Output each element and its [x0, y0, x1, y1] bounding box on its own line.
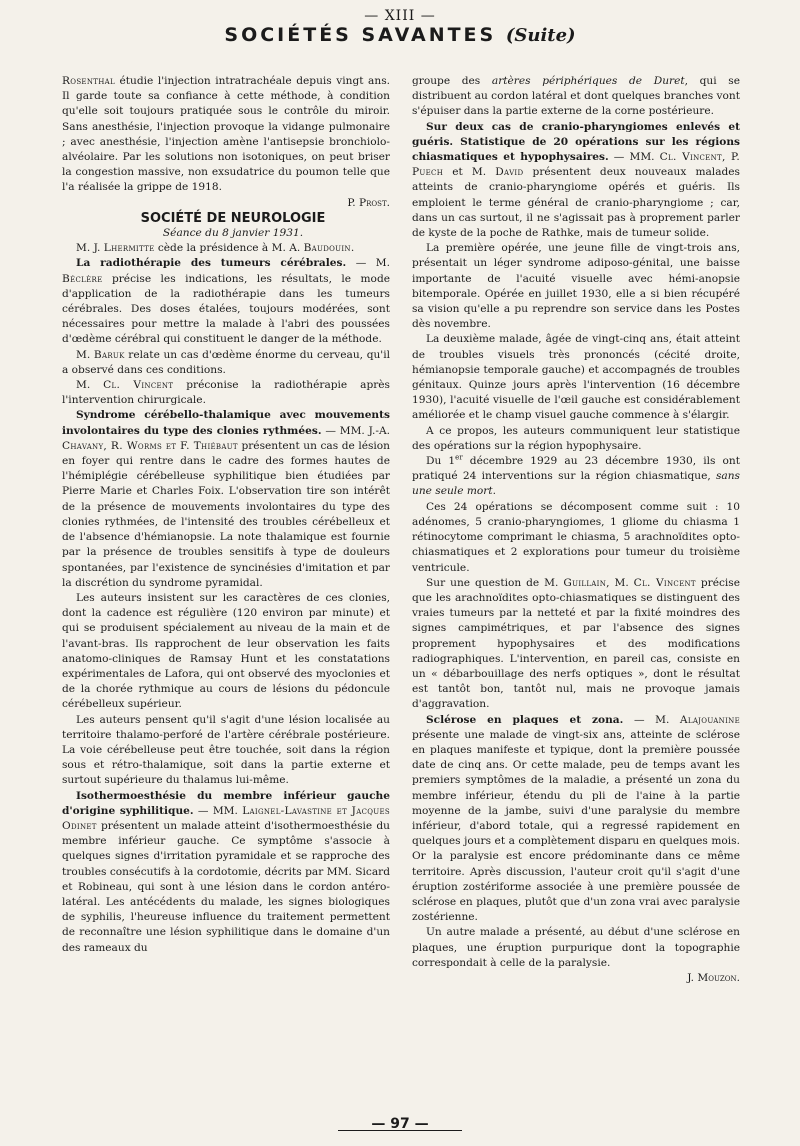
paragraph-text: , qui se distribuent au cordon latéral et dont quelques branches vont s'épuiser dans la partie externe de la corne postérieure. — [412, 75, 740, 118]
text-fragment: — MM. — [193, 804, 243, 817]
text-fragment: cède la présidence à M. A. — [154, 242, 304, 255]
communication-title: La radiothérapie des tumeurs cérébrales. — [76, 257, 347, 270]
communication-title: Sclérose en plaques et zona. — [426, 713, 624, 726]
text-fragment: M. J. — [76, 242, 104, 255]
paragraph-baruk — [62, 348, 390, 378]
running-title-suffix: (Suite) — [505, 25, 576, 46]
author-name: Guillain — [563, 576, 607, 589]
author-name: Rosenthal — [62, 75, 115, 87]
paragraph-sclerose — [412, 713, 740, 926]
paragraph-text: relate un cas d'œdème énorme du cerveau, qu'il a observé dans ces conditions. — [62, 348, 390, 376]
text-fragment: groupe des — [412, 75, 492, 87]
paragraph-text: présentent un malade atteint d'isothermoesthésie du membre inférieur gauche. Ce symptôme s'associe à quelques signes d'irritation pyramidale et se rapproche des troubles consécutifs à la cordotomie, décrits par MM. Sicard et Robineau, qui sont à une lésion dans le cordon antéro-latéral. Les antécédents du malade, les signes biologiques de syphilis, l'heureuse influence du traitement permettent de reconnaître une lésion syphilitique dans le domaine d'un des rameaux du — [62, 819, 390, 954]
paragraph-vincent — [62, 378, 390, 408]
paragraph-text: précise que les arachnoïdites opto-chiasmatiques se distinguent des vraies tumeurs par la netteté et par la fixité moindres des signes campimétriques, et par l'absence des signes proprement hypophysaires et des modifications radiographiques. L'intervention, en pareil cas, consiste en un « débarbouillage des nerfs optiques », dont le résultat est tantôt bon, tantôt nul, mais ne provoque jamais d'aggravation. — [412, 576, 740, 711]
text-fragment: , M. — [606, 576, 634, 589]
text-fragment: M. — [76, 348, 94, 361]
text-fragment: . — [350, 242, 355, 255]
page-number: — 97 — — [330, 1116, 470, 1132]
author-name: Alajouanine — [679, 713, 740, 726]
author-name: Baruk — [93, 348, 125, 361]
paragraph-clonies: Les auteurs insistent sur les caractères de ces clonies, dont la cadence est régulière (120 environ par minute) et qui se produisent spécialement au niveau de la main et de l'avant-bras. Ils rapprochent de leur observation les faits anatomo-cliniques de Ramsay Hunt et les constatations expérimentales de Lafora, qui ont observé des myoclonies et de la chorée rythmique au cours de lésions du pédoncule cérébelleux supérieur. — [62, 591, 390, 711]
left-column — [62, 74, 390, 956]
author-name: Laignel-Lavastine et Jacques Odinet — [62, 804, 390, 832]
superscript: er — [455, 453, 463, 462]
paragraph-deuxieme-malade: La deuxième malade, âgée de vingt-cinq ans, était atteint de troubles visuels très prononcés (cécité droite, hémianopsie temporale gauche) et accompagnés de troubles génitaux. Quinze jours après l'intervention (16 décembre 1930), l'acuité visuelle de l'œil gauche est considérablement améliorée et le champ visuel gauche commence à s'élargir. — [412, 333, 740, 422]
signature-prost: P. Prost. — [347, 196, 390, 209]
author-name: Cl. Vincent — [103, 379, 174, 392]
paragraph-autre-malade: Un autre malade a présenté, au début d'une sclérose en plaques, une éruption purpurique dont la topographie correspondait à celle de la paralysie. — [412, 926, 740, 969]
paragraph-presidence — [62, 241, 390, 256]
author-name: Baudouin — [303, 242, 351, 255]
text-fragment: — MM. — [608, 151, 660, 164]
paragraph-cranio — [412, 120, 740, 242]
text-fragment: — M. — [623, 713, 680, 726]
text-fragment: . — [492, 485, 496, 498]
paragraph-lesion: Les auteurs pensent qu'il s'agit d'une lésion localisée au territoire thalamo-perforé de l'artère cérébrale postérieure. La voie cérébelleuse peut être touchée, soit dans la région sous et rétro-thalamique, soit dans la partie externe et surtout supérieure du thalamus lui-même. — [62, 713, 390, 787]
paragraph-premiere-operee: La première opérée, une jeune fille de vingt-trois ans, présentait un léger syndrome adiposo-génital, une baisse importante de l'acuité visuelle avec hémi-anopsie bitemporale. Opérée en juillet 1930, elle a si bien récupéré sa vision qu'elle a pu reprendre son service dans les Postes dès novembre. — [412, 242, 740, 331]
author-name: Cl. Vincent — [633, 576, 696, 589]
roman-page-number: — XIII — — [364, 8, 436, 24]
text-fragment: M. — [76, 379, 104, 392]
paragraph-text: précise les indications, les résultats, le mode d'application de la radiothérapie dans les tumeurs cérébrales. Des doses étalées, toujours modérées, sont nécessaires pour mettre la malade à l'abri des poussées d'œdème cérébral qui constituent le danger de la méthode. — [62, 272, 390, 346]
italic-phrase: artères périphériques de Duret — [491, 75, 685, 87]
author-name: Chavany, R. Worms et F. Thiébaut — [62, 439, 238, 452]
running-title — [0, 24, 800, 46]
paragraph-statistique: A ce propos, les auteurs communiquent leur statistique des opérations sur la région hypophysaire. — [412, 424, 740, 452]
author-name: Béclère — [62, 272, 103, 285]
section-date: Séance du 8 janvier 1931. — [162, 227, 304, 240]
paragraph-text: préconise la radiothérapie après l'intervention chirurgicale. — [62, 379, 390, 407]
author-name: David — [495, 166, 524, 179]
right-column — [412, 74, 740, 986]
paragraph-text: présentent un cas de lésion en foyer qui rentre dans le cadre des formes hautes de l'hémiplégie cérébelleuse syphilitique bien étudiées par Pierre Marie et Charles Foix. L'observation tire son intérêt de la présence de mouvements involontaires du type des clonies rythmées, de l'intensité des troubles cérébelleux et de l'absence d'hémianopsie. La note thalamique est fournie par la présence de troubles sensitifs à type de douleurs spontanées, par l'existence de syncinésies d'imitation et par la discrétion du syndrome pyramidal. — [62, 439, 390, 589]
text-fragment: Du 1 — [426, 455, 456, 468]
paragraph-rosenthal — [62, 74, 390, 196]
author-name: Cl. Vincent, P. Puech — [412, 151, 740, 179]
running-title-text: SOCIÉTÉS SAVANTES — [224, 24, 497, 46]
paragraph-continuation — [412, 74, 740, 120]
paragraph-syndrome — [62, 408, 390, 590]
paragraph-arachnoidites — [412, 576, 740, 713]
text-fragment: décembre 1929 au 23 décembre 1930, ils ont pratiqué 24 interventions sur la région chiasmatique, — [412, 455, 740, 483]
italic-phrase: sans une seule mort — [412, 470, 740, 498]
paragraph-isothermoesthesie — [62, 789, 390, 956]
communication-title: Syndrome cérébello-thalamique avec mouvements involontaires du type des clonies rythmées. — [62, 409, 390, 437]
paragraph-text: présentent deux nouveaux malades atteints de cranio-pharyngiome opérés et guéris. Ils emploient le terme général de cranio-pharyngiome ; car, dans un cas surtout, il ne s'agissait pas à proprement parler de kyste de la poche de Rathke, mais de tumeur solide. — [412, 166, 740, 240]
paragraph-radiotherapie — [62, 256, 390, 347]
section-title: SOCIÉTÉ DE NEUROLOGIE — [140, 210, 326, 226]
text-fragment: — M. — [346, 257, 390, 270]
text-fragment: — MM. J.-A. — [321, 424, 391, 437]
paragraph-interventions — [412, 454, 740, 500]
text-fragment: et M. — [443, 166, 496, 179]
communication-title: Sur deux cas de cranio-pharyngiomes enlevés et guéris. Statistique de 20 opérations sur les régions chiasmatiques et hypophysaires. — [412, 120, 740, 164]
signature-mouzon: J. Mouzon. — [687, 971, 740, 984]
author-name: Lhermitte — [103, 242, 155, 255]
paragraph-text: présente une malade de vingt-six ans, atteinte de sclérose en plaques manifeste et typique, dont la première poussée date de cinq ans. Or cette malade, peu de temps avant les premiers symptômes de la maladie, a présenté un zona du membre inférieur, étendu du pli de l'aine à la partie moyenne de la jambe, suivi d'une paralysie du membre inférieur, d'abord totale, qui a regressé rapidement en quelques jours et a complètement disparu en quelques mois. Or la paralysie est encore prédominante dans ce même territoire. Après discussion, l'auteur croit qu'il s'agit d'une éruption zostériforme associée à une première poussée de sclérose en plaques, plutôt que d'un zona vrai avec paralysie zostérienne. — [412, 728, 740, 924]
paragraph-operations: Ces 24 opérations se décomposent comme suit : 10 adénomes, 5 cranio-pharyngiomes, 1 gliome du chiasma 1 rétinocytome comprimant le chiasma, 5 arachnoïdites opto-chiasmatiques et 2 explorations pour tumeur du troisième ventricule. — [412, 500, 740, 574]
text-fragment: Sur une question de M. — [426, 576, 564, 589]
paragraph-text: étudie l'injection intratrachéale depuis vingt ans. Il garde toute sa confiance à cette méthode, à condition qu'elle soit toujours pratiquée sous le contrôle du miroir. Sans anesthésie, l'injection provoque la vidange pulmonaire ; avec anesthésie, l'injection amène l'antisepsie bronchiolo-alvéolaire. Par les solutions non isotoniques, on peut briser la congestion massive, non exsudatrice du poumon telle que l'a réalisée la grippe de 1918. — [62, 75, 390, 194]
communication-title: Isothermoesthésie du membre inférieur gauche d'origine syphilitique. — [62, 789, 390, 817]
